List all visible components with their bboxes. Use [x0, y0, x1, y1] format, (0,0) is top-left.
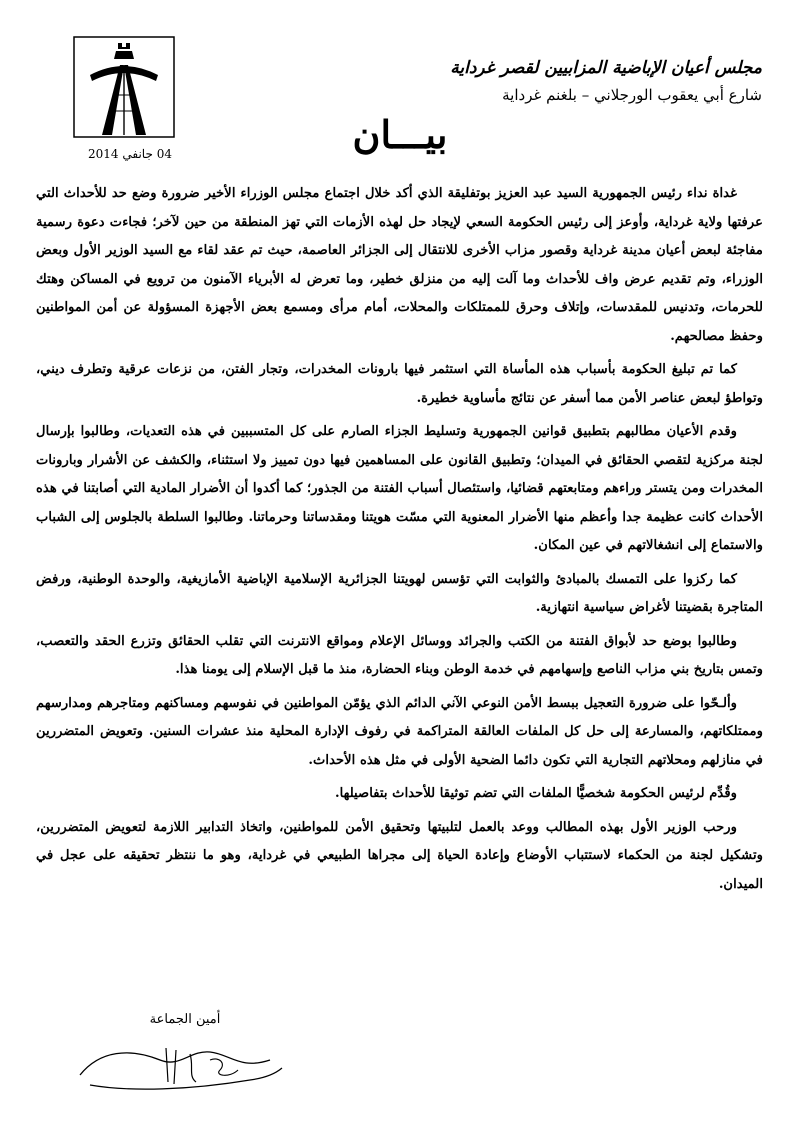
paragraph: غداة نداء رئيس الجمهورية السيد عبد العزيز بوتفليقة الذي أكد خلال اجتماع مجلس الوزراء الأخير ضرورة وضع حد للأحداث التي عرفتها ولاية غرداية، وأوعز إلى رئيس الحكومة السعي لإيجاد حل لهذه الأزمات التي تهز المنطقة من حين لآخر؛ فجاءت دعوة رسمية مفاجئة لبعض أعيان مدينة غرداية وقصور مزاب الأخرى للانتقال إلى الجزائر العاصمة، حيث تم عقد لقاء مع السيد الوزير الأول وبعض الوزراء، وتم تقديم عرض واف للأحداث وما آلت إليه من منزلق خطير، وما تعرض له الأبرياء الآمنون من ترويع في المساكن وهتك للحرمات، وتدنيس للمقدسات، وإتلاف وحرق للممتلكات والمحلات، أمام مرأى ومسمع بعض الأجهزة المسؤولة عن أمن المواطنين وحفظ مصالحهم. — [36, 186, 763, 344]
signatory-title: أمين الجماعة — [149, 1012, 221, 1027]
organization-name: مجلس أعيان الإباضية المزابيين لقصر غرداية — [450, 58, 762, 78]
paragraph: وقدم الأعيان مطالبهم بتطبيق قوانين الجمهورية وتسليط الجزاء الصارم على كل المتسببين في هذه التعديات، وطالبوا بإرسال لجنة مركزية لتقصي الحقائق في الميدان؛ وتطبيق القانون على المساهمين فيها دون تمييز ولا استثناء، والكشف عن الأشرار وبارونات المخدرات ومن يتستر وراءهم ومتابعتهم قضائيا، واستئصال أسباب الفتنة من الجذور؛ كما أكدوا أن الأضرار المادية التي أصابتنا في هذه الأحداث كانت عظيمة جدا وأعظم منها الأضرار المعنوية التي مسّت هويتنا ومقدساتنا وحرماتنا. وطالبوا السلطة بالجلوس إلى الشباب والاستماع إلى انشغالاتهم في عين المكان. — [36, 424, 763, 553]
document-title: بيـــان — [352, 112, 448, 157]
organization-address: شارع أبي يعقوب الورجلاني – بلغنم غرداية — [502, 86, 762, 104]
handwritten-signature-icon — [70, 1030, 290, 1100]
oasis-tower-logo-icon — [72, 35, 176, 139]
paragraph: ورحب الوزير الأول بهذه المطالب ووعد بالعمل لتلبيتها وتحقيق الأمن للمواطنين، واتخاذ التدابير اللازمة لتعويض المتضررين، وتشكيل لجنة من الحكماء لاستتباب الأوضاع وإعادة الحياة إلى مجراها الطبيعي في غرداية، وهو ما ننتظر تحقيقه على عجل في الميدان. — [36, 819, 763, 892]
paragraph: وقُدِّم لرئيس الحكومة شخصيًّا الملفات التي تضم توثيقا للأحداث بتفاصيلها. — [335, 786, 737, 801]
paragraph: كما ركزوا على التمسك بالمبادئ والثوابت التي تؤسس لهويتنا الجزائرية الإسلامية الإباضية الأمازيغية، والوحدة الوطنية، ورفض المتاجرة بقضيتنا لأغراض سياسية انتهازية. — [36, 571, 763, 615]
paragraph: وطالبوا بوضع حد لأبواق الفتنة من الكتب والجرائد ووسائل الإعلام ومواقع الانترنت التي تقلب الحقائق وتزرع الحقد والتعصب، وتمس بتاريخ بني مزاب الناصع وإسهامهم في خدمة الوطن وبناء الحضارة، منذ ما قبل الإسلام إلى يومنا هذا. — [36, 633, 763, 677]
document-date: 04 جانفي 2014 — [88, 147, 172, 161]
paragraph: كما تم تبليغ الحكومة بأسباب هذه المأساة التي استثمر فيها بارونات المخدرات، وتجار الفتن، من نزعات عرقية وتطرف ديني، وتواطؤ لبعض عناصر الأمن مما أسفر عن نتائج مأساوية خطيرة. — [36, 362, 763, 406]
paragraph: وألـحّوا على ضرورة التعجيل ببسط الأمن النوعي الآني الدائم الذي يؤمّن المواطنين في نفوسهم ومساكنهم ومتاجرهم ومدارسهم وممتلكاتهم، والمسارعة إلى حل كل الملفات العالقة المتراكمة في رفوف الإدارة المحلية منذ عشرات السنين. وتعويض المتضررين في منازلهم ومحلاتهم التجارية التي تكون دائما الضحية الأولى في مثل هذه الأحداث. — [36, 695, 763, 768]
statement-body — [36, 180, 763, 904]
